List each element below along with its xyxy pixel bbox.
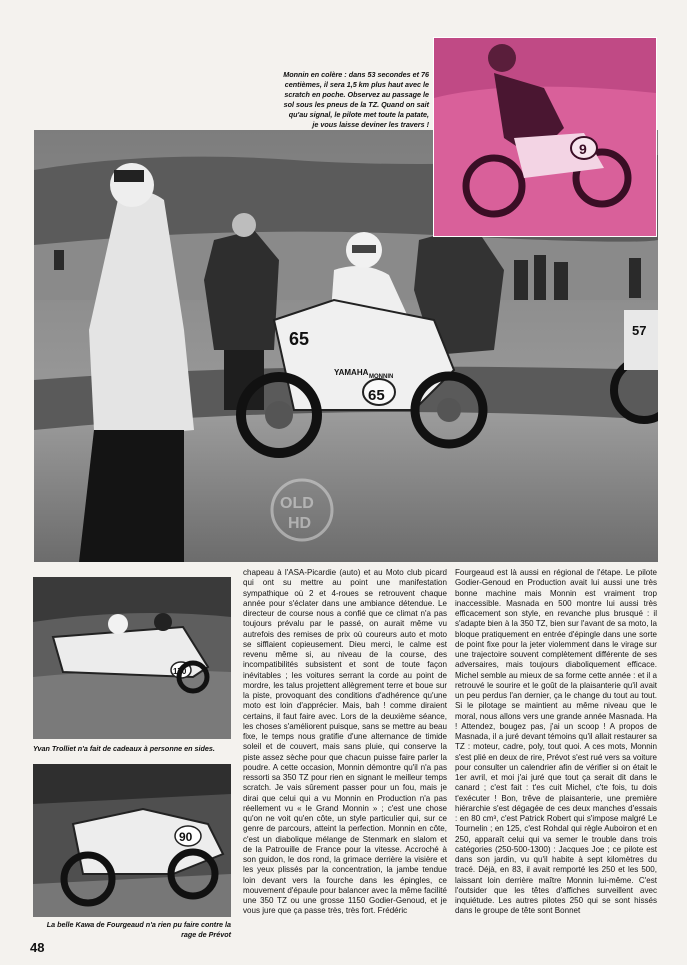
inset-photo [433, 37, 657, 237]
main-number-front: 65 [289, 329, 310, 349]
kawa-photo [33, 764, 231, 917]
kawa-number: 90 [179, 830, 193, 844]
main-number-side: 65 [368, 387, 385, 404]
page-number: 48 [30, 940, 45, 955]
watermark-bottom: HD [288, 515, 312, 532]
main-brand: YAMAHA [334, 368, 369, 377]
article-column-1-text: chapeau à l'ASA-Picardie (auto) et au Moto club picard qui ont su mettre au point une manifestation sympathique où 2 et 4-roues se retrouvent chaque année pour s'éclater dans une ambiance détendue. Le directeur de course nous a confié que ce climat n'a pas toujours prévalu par le passé, on aurait même vu autrefois des remises de prix où coureurs auto et moto se sifflaient copieusement. Dieu merci, le calme est revenu même si, au niveau de la course, des incompatibilités subsistent et sont de toute façon inévitables ; les voitures serrant la corde au point de mordre, les talus projettent allègrement terre et boue sur la piste, provoquant des conditions d'adhérence qu'une moto est loin d'apprécier. Mais, bah ! comme diraient certains, il faut faire avec. Lors de la deuxième séance, les choses s'améliorent puisque, sans se mettre au beau fixe, le temps nous gratifie d'une alternance de timide soleil et de couvert, mais sans pluie, qui conserve la piste assez sèche pour que chacun puisse faire parler la poudre. A cette occasion, Monnin démontre qu'il n'a pas ressorti sa 350 TZ pour rien en signant le meilleur temps scratch. Je vais sûrement passer pour un fou, mais je dirai que celui qui a vu Monnin en Production n'a pas réellement vu « le Grand Monnin » ; c'est une chose qu'on ne voit qu'en côte, un style particulier qui, sur ce genre de parcours, atteint la perfection. Monnin en côte, c'est un diabolique mélange de Stenmark en slalom et de la Patrouille de France pour la vitesse. Accroché à son guidon, le dos rond, la grimace derrière la visière et les yeux plissés par la concentration, la jambe tendue loin devant vers la fourche dans les épingles, ce mouvement d'épaule pour balancer avec la même facilité une 350 TZ ou une grosse 1150 Godier-Genoud, et je vous jure que ça passe très, très fort. Frédéric [243, 568, 447, 916]
inset-number: 9 [579, 141, 587, 157]
sidecar-caption: Yvan Trolliet n'a fait de cadeaux à personne en sides. [33, 744, 215, 753]
main-sponsor: MONNIN [369, 374, 394, 380]
main-caption: Monnin en colère : dans 53 secondes et 76 centièmes, il sera 1,5 km plus haut avec le scratch en poche. Observez au passage le sol sous les pneus de la TZ. Quand on sait qu'au signal, le pilote met toute la patate, je vous laisse deviner les travers ! [283, 70, 429, 129]
right-bike-number: 57 [632, 323, 647, 338]
article-column-2 [455, 568, 657, 948]
sidecar-number: 170 [173, 667, 187, 676]
article-column-1 [243, 568, 447, 948]
sidecar-photo [33, 577, 231, 739]
article-column-2-text: Fourgeaud est là aussi en régional de l'étape. Le pilote Godier-Genoud en Production avait lui aussi une très bonne machine mais Monnin est vraiment trop inaccessible. Masnada en 500 montre lui aussi très efficacement son style, en revanche plus brusqué : il s'adapte bien à la 350 TZ, bien sur l'avant de sa moto, la bloque pratiquement en entrée d'épingle dans une sorte de point fixe pour la jeter violemment dans le virage sur une trajectoire souvent complètement différente de ses adversaires, mais toujours diaboliquement efficace. Michel semble au mieux de sa forme cette année : et il a retrouvé le sourire et le goût de la plaisanterie qu'il avait un peu perdus l'an dernier, ça le change du tout au tout. Si le pilotage se maintient au même niveau que le moral, nous allons vers une grande année Masnada. Ha ! Attendez, bougez pas, j'ai un scoop ! A propos de Masnada, il a juré devant témoins qu'il allait restaurer sa TZ : moteur, cadre, poly, tout quoi. A ces mots, Monnin s'est plié en deux de rire, Prévot s'est rué vers sa voiture pour consulter un calendrier afin de vérifier si on était le 1er avril, et moi j'ai juré que tout ça serait dit dans le canard ; c'est fait : t'es cuit Michel, c'te fois, tu dois t'exécuter ! Bon, trêve de plaisanterie, une première hiérarchie s'est dégagée de ces deux manches d'essais : en 80 cm³, c'est Patrick Robert qui s'impose malgré Le Tournelin ; en 125, c'est Rohdal qui règle Auboiron et en 250, apparaît celui qui va semer le trouble dans trois catégories (250-500-1300) : Jacques Joe ; ce pilote est dans son jardin, vu qu'il habite à sept kilomètres du tracé. Déjà, en 83, il avait remporté les 250 et les 500, laissant loin derrière maître Monnin lui-même. C'est l'outsider que les têtes d'affiches surveillent avec inquiétude. Les autres pilotes 250 qui se sont hissés dans le groupe de tête sont Bonnet [455, 568, 657, 916]
watermark-top: OLD [280, 495, 314, 512]
kawa-caption: La belle Kawa de Fourgeaud n'a rien pu faire contre la rage de Prévot [46, 920, 231, 939]
